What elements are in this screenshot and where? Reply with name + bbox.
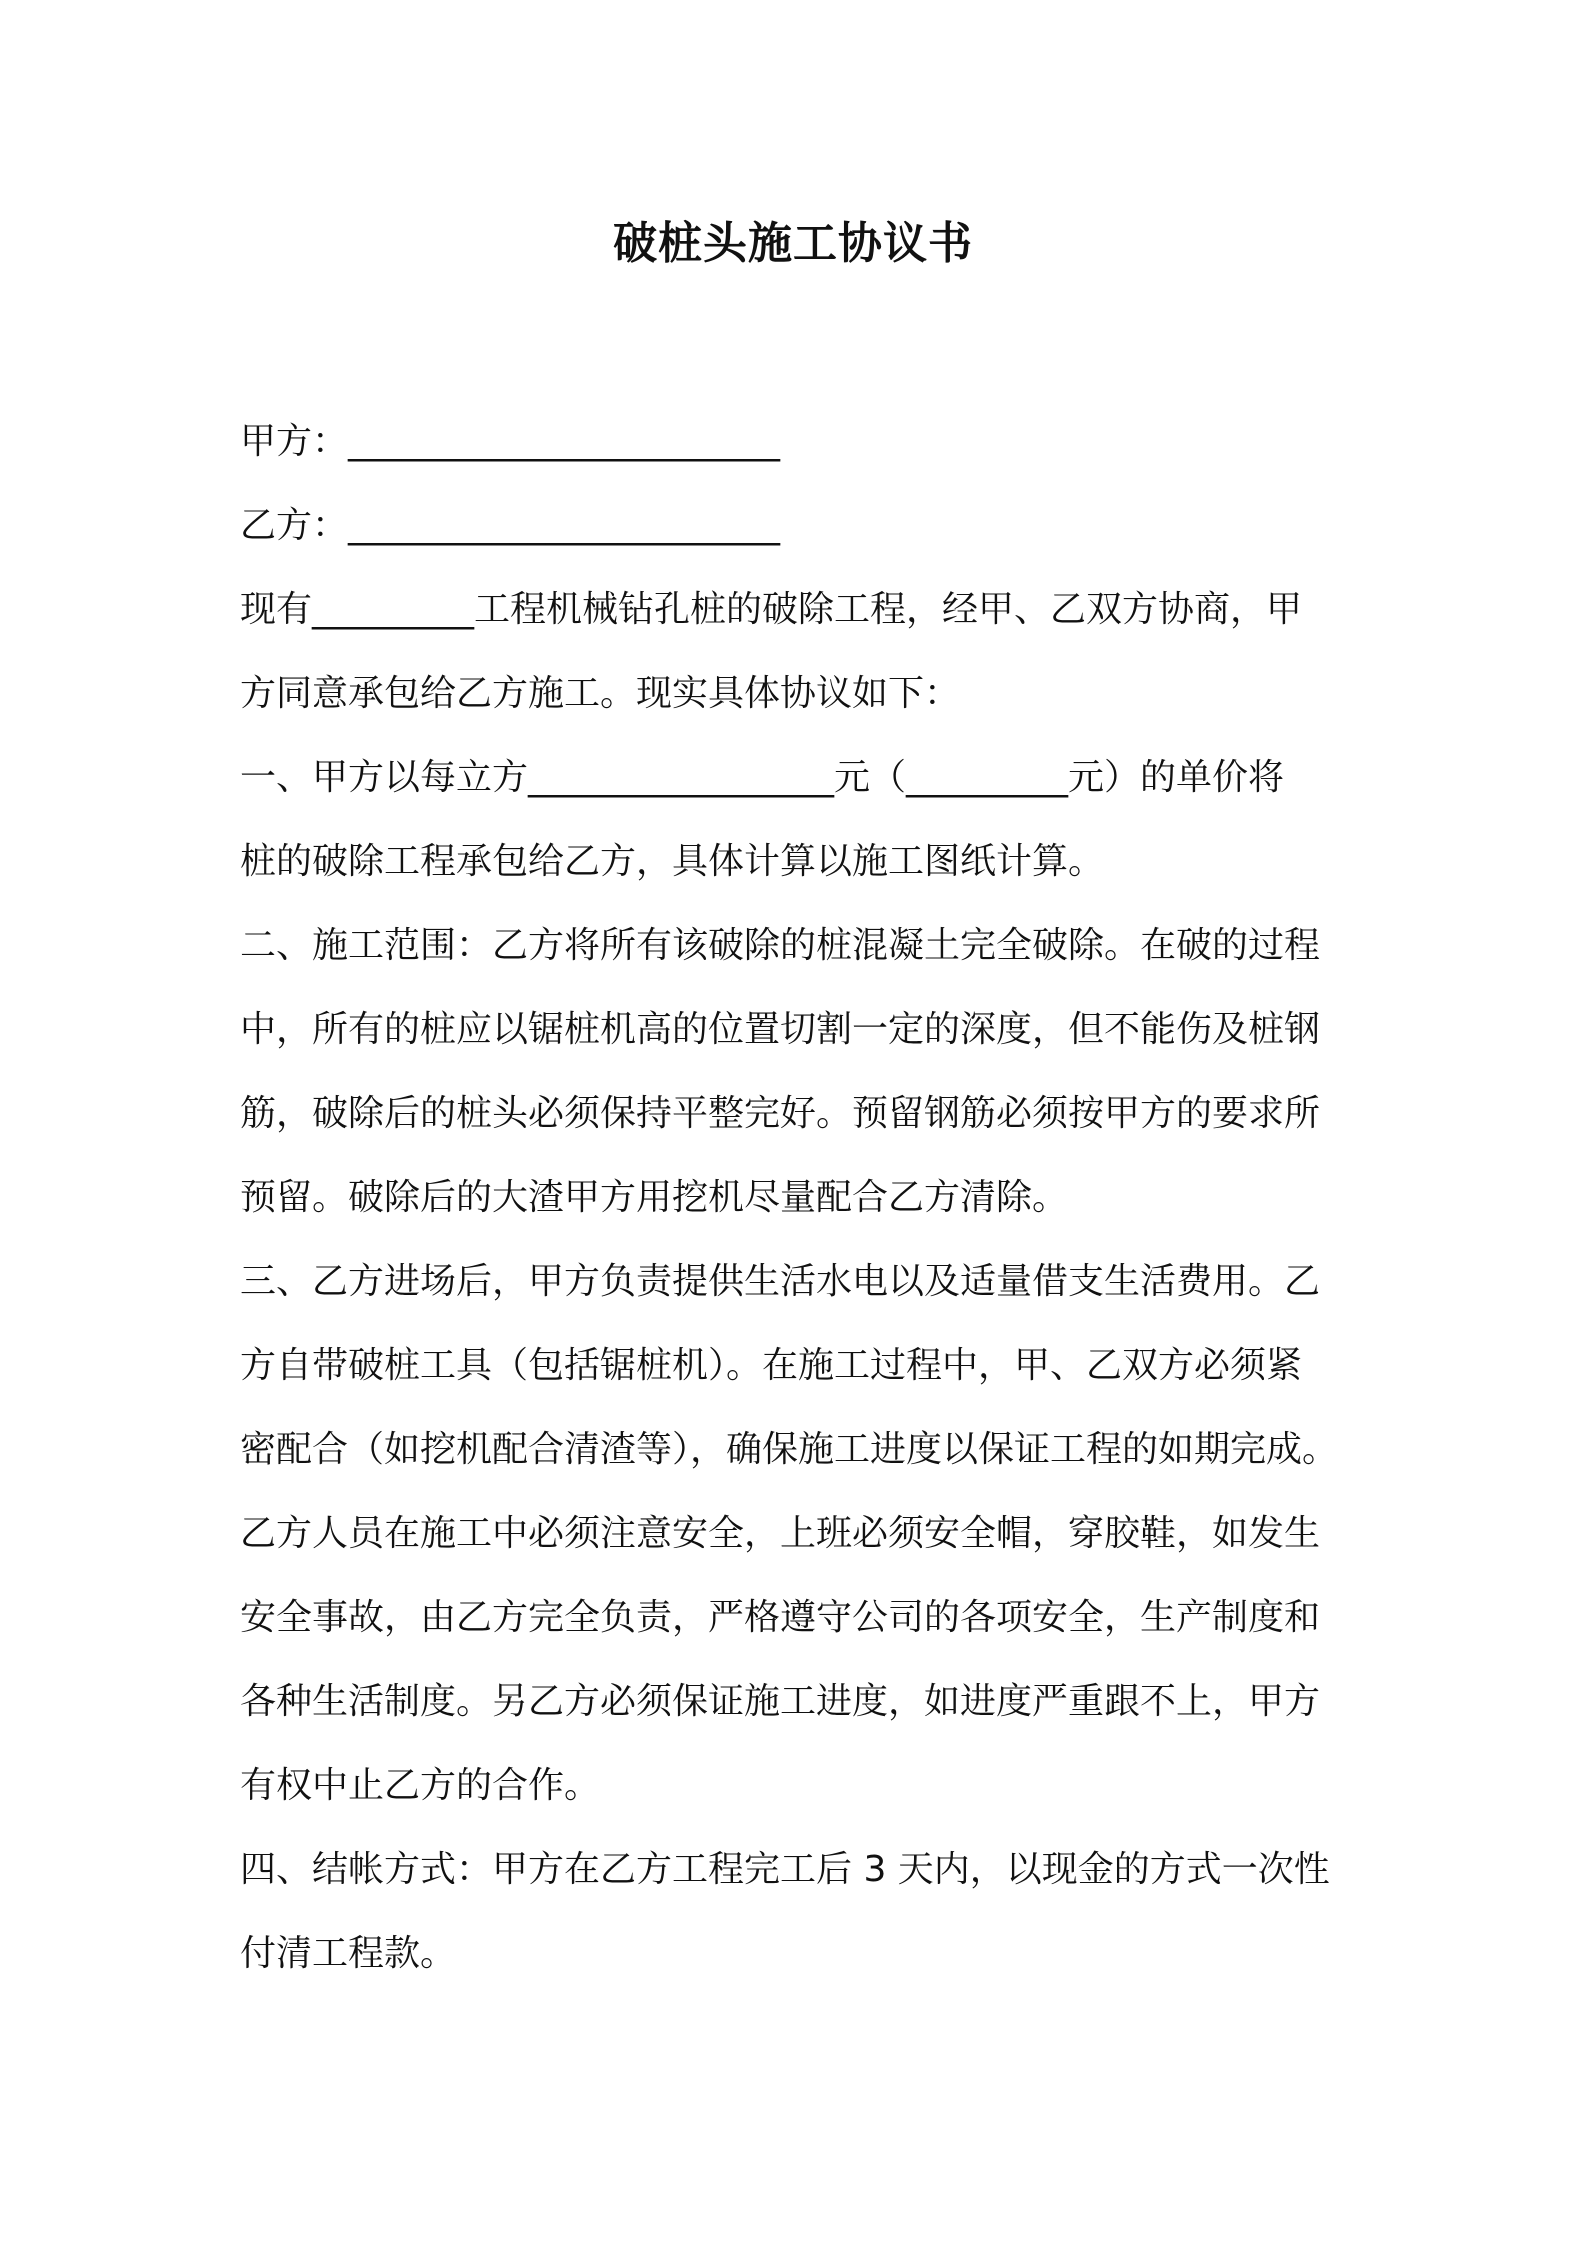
clause-3-line-2: 方自带破桩工具（包括锯桩机）。在施工过程中，甲、乙双方必须紧 <box>240 1345 1303 1386</box>
document-title: 破桩头施工协议书 <box>613 218 973 269</box>
clause-1-line-2: 桩的破除工程承包给乙方，具体计算以施工图纸计算。 <box>240 841 1105 882</box>
clause-2-line-2: 中，所有的桩应以锯桩机高的位置切割一定的深度，但不能伤及桩钢 <box>240 1009 1321 1050</box>
preamble-line-2: 方同意承包给乙方施工。现实具体协议如下： <box>240 673 961 714</box>
clause-3-line-4: 乙方人员在施工中必须注意安全，上班必须安全帽，穿胶鞋，如发生 <box>240 1513 1321 1554</box>
clause-3-line-3: 密配合（如挖机配合清渣等），确保施工进度以保证工程的如期完成。 <box>240 1429 1339 1470</box>
clause-4-line-2: 付清工程款。 <box>240 1933 457 1974</box>
clause-3-line-7: 有权中止乙方的合作。 <box>240 1765 601 1806</box>
document-body <box>240 400 1360 1996</box>
party-a-line: 甲方：________________________ <box>240 421 781 462</box>
clause-1-line-1: 一、甲方以每立方_________________元（_________元）的单价将 <box>240 757 1285 798</box>
clause-2-line-1: 二、施工范围：乙方将所有该破除的桩混凝土完全破除。在破的过程 <box>240 925 1321 966</box>
party-b-line: 乙方：________________________ <box>240 505 781 546</box>
clause-4-line-1: 四、结帐方式：甲方在乙方工程完工后 3 天内，以现金的方式一次性 <box>240 1849 1330 1890</box>
clause-2-line-4: 预留。破除后的大渣甲方用挖机尽量配合乙方清除。 <box>240 1177 1069 1218</box>
clause-3-line-6: 各种生活制度。另乙方必须保证施工进度，如进度严重跟不上，甲方 <box>240 1681 1321 1722</box>
clause-3-line-5: 安全事故，由乙方完全负责，严格遵守公司的各项安全，生产制度和 <box>240 1597 1321 1638</box>
clause-2-line-3: 筋，破除后的桩头必须保持平整完好。预留钢筋必须按甲方的要求所 <box>240 1093 1321 1134</box>
preamble-line-1: 现有_________工程机械钻孔桩的破除工程，经甲、乙双方协商，甲 <box>240 589 1303 630</box>
clause-3-line-1: 三、乙方进场后，甲方负责提供生活水电以及适量借支生活费用。乙 <box>240 1261 1321 1302</box>
